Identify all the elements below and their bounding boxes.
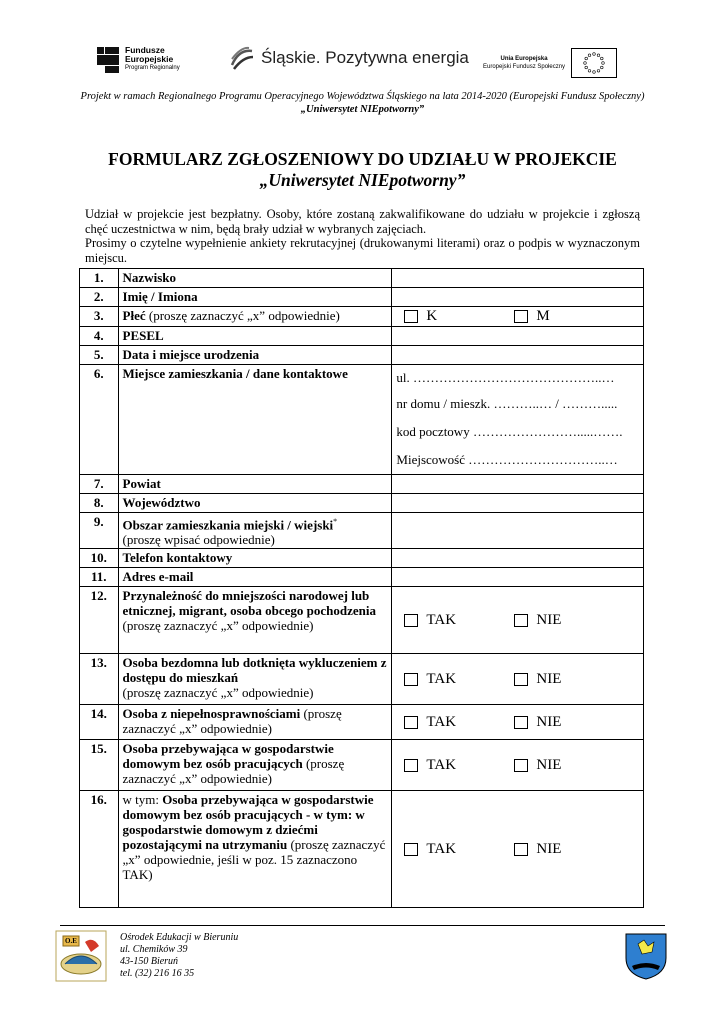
disability-tak-checkbox[interactable] xyxy=(404,716,418,729)
gender-m-checkbox[interactable] xyxy=(514,310,528,323)
jobless-household-tak-label: TAK xyxy=(426,756,457,773)
intro-paragraph-1: Udział w projekcie jest bezpłatny. Osoby, które zostaną zakwalifikowane do udziału w projekcie i zgłoszą chęć uczestnictwa w nim, będą brały udział w wybranych zajęciach. xyxy=(85,207,640,236)
homeless-label: Osoba bezdomna lub dotknięta wykluczeniem z dostępu do mieszkań xyxy=(122,655,387,686)
gender-m-label: M xyxy=(536,308,550,324)
row-number: 4. xyxy=(80,327,119,346)
project-line-1: Projekt w ramach Regionalnego Programu Operacyjnego Województwa Śląskiego na lata 2014-2020 (Europejski Fundusz Społeczny) xyxy=(80,91,645,102)
phone-label: Telefon kontaktowy xyxy=(122,550,233,566)
row-number: 2. xyxy=(80,288,119,307)
row-number: 7. xyxy=(80,475,119,494)
street-field[interactable]: ul. ……………………………………..… xyxy=(396,370,615,385)
first-names-label: Imię / Imiona xyxy=(122,289,198,304)
form-row-disability xyxy=(80,705,644,740)
homeless-tak-checkbox[interactable] xyxy=(404,673,418,686)
row-number: 11. xyxy=(80,568,119,587)
footer-address xyxy=(120,932,238,980)
birth-field[interactable] xyxy=(392,346,644,365)
phone-field[interactable] xyxy=(392,549,644,568)
form-row-address xyxy=(80,365,644,475)
row-number: 10. xyxy=(80,549,119,568)
gender-k-label: K xyxy=(426,308,438,324)
form-title-line-2: „Uniwersytet NIEpotworny” xyxy=(259,170,466,190)
fe-logo-line1: Fundusze xyxy=(125,45,165,55)
disability-note: (proszę zaznaczyć „x” odpowiednie) xyxy=(122,706,342,737)
slaskie-logo-text: Śląskie. Pozytywna energia xyxy=(261,48,469,67)
voivodeship-field[interactable] xyxy=(392,494,644,513)
footer-divider xyxy=(60,925,665,926)
registration-form-table xyxy=(79,268,644,908)
jobless-household-nie-checkbox[interactable] xyxy=(514,759,528,772)
disability-nie-label: NIE xyxy=(536,713,562,730)
row-number: 12. xyxy=(80,587,119,654)
row-number: 9. xyxy=(80,513,119,549)
jobless-household-tak-checkbox[interactable] xyxy=(404,759,418,772)
minority-tak-checkbox[interactable] xyxy=(404,614,418,627)
form-title xyxy=(0,149,725,191)
minority-nie-checkbox[interactable] xyxy=(514,614,528,627)
form-row-jobless-household xyxy=(80,740,644,791)
row-number: 16. xyxy=(80,791,119,908)
project-info xyxy=(0,90,725,116)
pesel-field[interactable] xyxy=(392,327,644,346)
email-label: Adres e-mail xyxy=(122,569,194,585)
disability-tak-label: TAK xyxy=(426,713,457,730)
jobless-children-nie-label: NIE xyxy=(536,840,562,857)
ue-logo-line2: Europejski Fundusz Społeczny xyxy=(483,64,566,70)
form-row-surname xyxy=(80,269,644,288)
jobless-children-nie-checkbox[interactable] xyxy=(514,843,528,856)
email-field[interactable] xyxy=(392,568,644,587)
row-number: 6. xyxy=(80,365,119,475)
minority-note: (proszę zaznaczyć „x” odpowiednie) xyxy=(122,618,314,634)
jobless-children-prefix: w tym: xyxy=(122,792,163,808)
intro-paragraph-2: Prosimy o czytelne wypełnienie ankiety rekrutacyjnej (drukowanymi literami) oraz o podpis w wyznaczonym miejscu. xyxy=(85,236,640,265)
area-footnote-mark: * xyxy=(333,517,338,526)
eu-flag-icon xyxy=(571,48,617,78)
birth-label: Data i miejsce urodzenia xyxy=(122,347,260,362)
form-row-area xyxy=(80,513,644,549)
row-number: 14. xyxy=(80,705,119,740)
area-field[interactable] xyxy=(392,513,644,549)
form-row-jobless-with-children xyxy=(80,791,644,908)
address-label: Miejsce zamieszkania / dane kontaktowe xyxy=(122,366,348,381)
homeless-nie-checkbox[interactable] xyxy=(514,673,528,686)
homeless-note: (proszę zaznaczyć „x” odpowiednie) xyxy=(122,685,314,701)
jobless-children-tak-checkbox[interactable] xyxy=(404,843,418,856)
row-number: 13. xyxy=(80,654,119,705)
disability-nie-checkbox[interactable] xyxy=(514,716,528,729)
area-label: Obszar zamieszkania miejski / wiejski xyxy=(122,517,334,533)
city-field[interactable]: Miejscowość …………………………..… xyxy=(396,452,618,467)
county-label: Powiat xyxy=(122,476,161,491)
row-number: 15. xyxy=(80,740,119,791)
surname-field[interactable] xyxy=(392,269,644,288)
gender-label: Płeć xyxy=(122,308,146,323)
voivodeship-label: Województwo xyxy=(122,495,201,510)
form-row-pesel xyxy=(80,327,644,346)
form-row-gender xyxy=(80,307,644,327)
bierun-crest-icon xyxy=(624,932,668,980)
fe-logo-line2: Europejskie xyxy=(125,54,174,64)
ue-logo xyxy=(483,48,617,78)
row-number: 8. xyxy=(80,494,119,513)
surname-label: Nazwisko xyxy=(122,270,176,285)
form-row-minority xyxy=(80,587,644,654)
gender-k-checkbox[interactable] xyxy=(404,310,418,323)
ue-logo-line1: Unia Europejska xyxy=(500,56,548,62)
house-number-field[interactable]: nr domu / mieszk. ………..… / ………..... xyxy=(396,396,618,411)
jobless-household-nie-label: NIE xyxy=(536,756,562,773)
form-row-first-names xyxy=(80,288,644,307)
form-title-line-1: FORMULARZ ZGŁOSZENIOWY DO UDZIAŁU W PROJEKCIE xyxy=(108,149,617,169)
jobless-children-note: (proszę zaznaczyć „x” odpowiednie, jeśli w poz. 15 zaznaczono TAK) xyxy=(122,837,386,883)
footer-line-4: tel. (32) 216 16 35 xyxy=(120,968,195,979)
form-row-birth xyxy=(80,346,644,365)
fe-logo-line3: Program Regionalny xyxy=(125,65,180,71)
fe-star-icon xyxy=(97,47,119,73)
slaskie-logo xyxy=(229,45,469,71)
postal-code-field[interactable]: kod pocztowy …………………….....……. xyxy=(396,424,623,439)
row-number: 3. xyxy=(80,307,119,327)
homeless-tak-label: TAK xyxy=(426,670,457,687)
form-row-email xyxy=(80,568,644,587)
project-line-2: „Uniwersytet NIEpotworny” xyxy=(300,104,425,115)
jobless-children-label: Osoba przebywająca w gospodarstwie domowym bez osób pracujących - w tym: w gospodarstwie domowym z dziećmi pozostającymi na utrzymaniu xyxy=(122,792,374,853)
pesel-label: PESEL xyxy=(122,328,164,343)
row-number: 1. xyxy=(80,269,119,288)
form-row-voivodeship xyxy=(80,494,644,513)
jobless-household-label: Osoba przebywająca w gospodarstwie domowym bez osób pracujących xyxy=(122,741,334,772)
footer-line-3: 43-150 Bieruń xyxy=(120,956,179,967)
area-note: (proszę wpisać odpowiednie) xyxy=(122,532,275,548)
county-field[interactable] xyxy=(392,475,644,494)
oe-logo-text: O.E xyxy=(65,937,77,945)
gender-note: (proszę zaznaczyć „x” odpowiednie) xyxy=(145,308,340,323)
fundusze-europejskie-logo xyxy=(97,46,180,73)
form-row-homeless xyxy=(80,654,644,705)
minority-label: Przynależność do mniejszości narodowej lub etnicznej, migrant, osoba obcego pochodzenia xyxy=(122,588,377,619)
intro-text xyxy=(85,207,640,265)
footer-line-1: Ośrodek Edukacji w Bieruniu xyxy=(120,932,239,943)
footer-line-2: ul. Chemików 39 xyxy=(120,944,188,955)
osrodek-edukacji-logo xyxy=(55,930,107,982)
homeless-nie-label: NIE xyxy=(536,670,562,687)
form-row-phone xyxy=(80,549,644,568)
slaskie-swirl-icon xyxy=(229,45,255,71)
jobless-household-note: (proszę zaznaczyć „x” odpowiednie) xyxy=(122,756,345,787)
form-row-county xyxy=(80,475,644,494)
minority-nie-label: NIE xyxy=(536,611,562,628)
jobless-children-tak-label: TAK xyxy=(426,840,457,857)
minority-tak-label: TAK xyxy=(426,611,457,628)
row-number: 5. xyxy=(80,346,119,365)
disability-label: Osoba z niepełnosprawnościami xyxy=(122,706,301,722)
first-names-field[interactable] xyxy=(392,288,644,307)
